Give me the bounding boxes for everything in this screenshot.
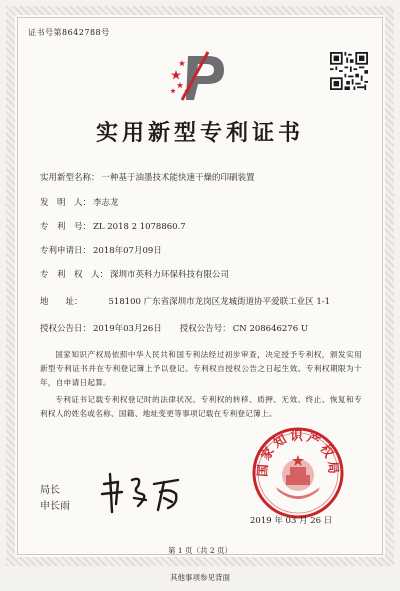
seal-text: 国家知识产权局 [254,428,342,478]
patent-number-label: 专 利 号： [40,222,92,232]
director-signature [98,470,184,516]
grant-date-value: 2019年03月26日 [93,324,162,334]
page-number: 第 1 页（共 2 页） [167,546,233,555]
utility-model-name-row [40,171,255,183]
grant-number-label: 授权公告号： [179,324,231,334]
director-title: 局长 [40,485,60,496]
utility-model-name-value: 一种基于油墨技术能快速干燥的印刷装置 [101,173,255,183]
filing-date-row [40,244,162,256]
cnipa-logo [168,48,232,106]
inventor-row [40,196,119,208]
seal-date: 2019 年 03 月 26 日 [250,516,333,526]
notice-paragraph-2: 专利证书记载专利权登记时的法律状况。专利权的转移、质押、无效、终止、恢复和专利权人的姓名或名称、国籍、地址变更等事项记载在专利登记簿上。 [40,395,362,418]
filing-date-value: 2018年07月09日 [93,246,162,256]
grant-info-row [40,322,308,334]
back-side-note: 其他事项参见背面 [170,573,230,582]
utility-model-name-label: 实用新型名称： [40,173,100,183]
official-seal [250,425,346,521]
address-label: 地 址： [40,297,83,307]
filing-date-label: 专利申请日： [40,246,92,256]
patent-number-row [40,220,186,232]
patentee-value: 深圳市英科力环保科技有限公司 [110,270,230,280]
patent-number-value: ZL 2018 2 1078860.7 [93,222,186,232]
patentee-label: 专 利 权 人： [40,270,109,280]
director-name: 申长雨 [40,501,70,512]
document-title: 实用新型专利证书 [95,120,304,146]
inventor-value: 李志龙 [93,198,119,208]
notice-paragraph-1: 国家知识产权局依照中华人民共和国专利法经过初步审查，决定授予专利权，颁发实用新型专利证书并在专利登记簿上予以登记。专利权自授权公告之日起生效。专利权期限为十年，自申请日起算。 [40,350,362,387]
qr-code-icon [330,52,368,90]
inventor-label: 发 明 人： [40,198,92,208]
address-row [40,295,330,307]
address-value: 518100 广东省深圳市龙岗区龙城街道协平爱联工业区 1-1 [108,297,331,307]
certificate-number: 证书号第8642788号 [28,28,110,37]
grant-number-value: CN 208646276 U [232,324,308,334]
patentee-row [40,268,229,280]
grant-date-label: 授权公告日： [40,324,92,334]
